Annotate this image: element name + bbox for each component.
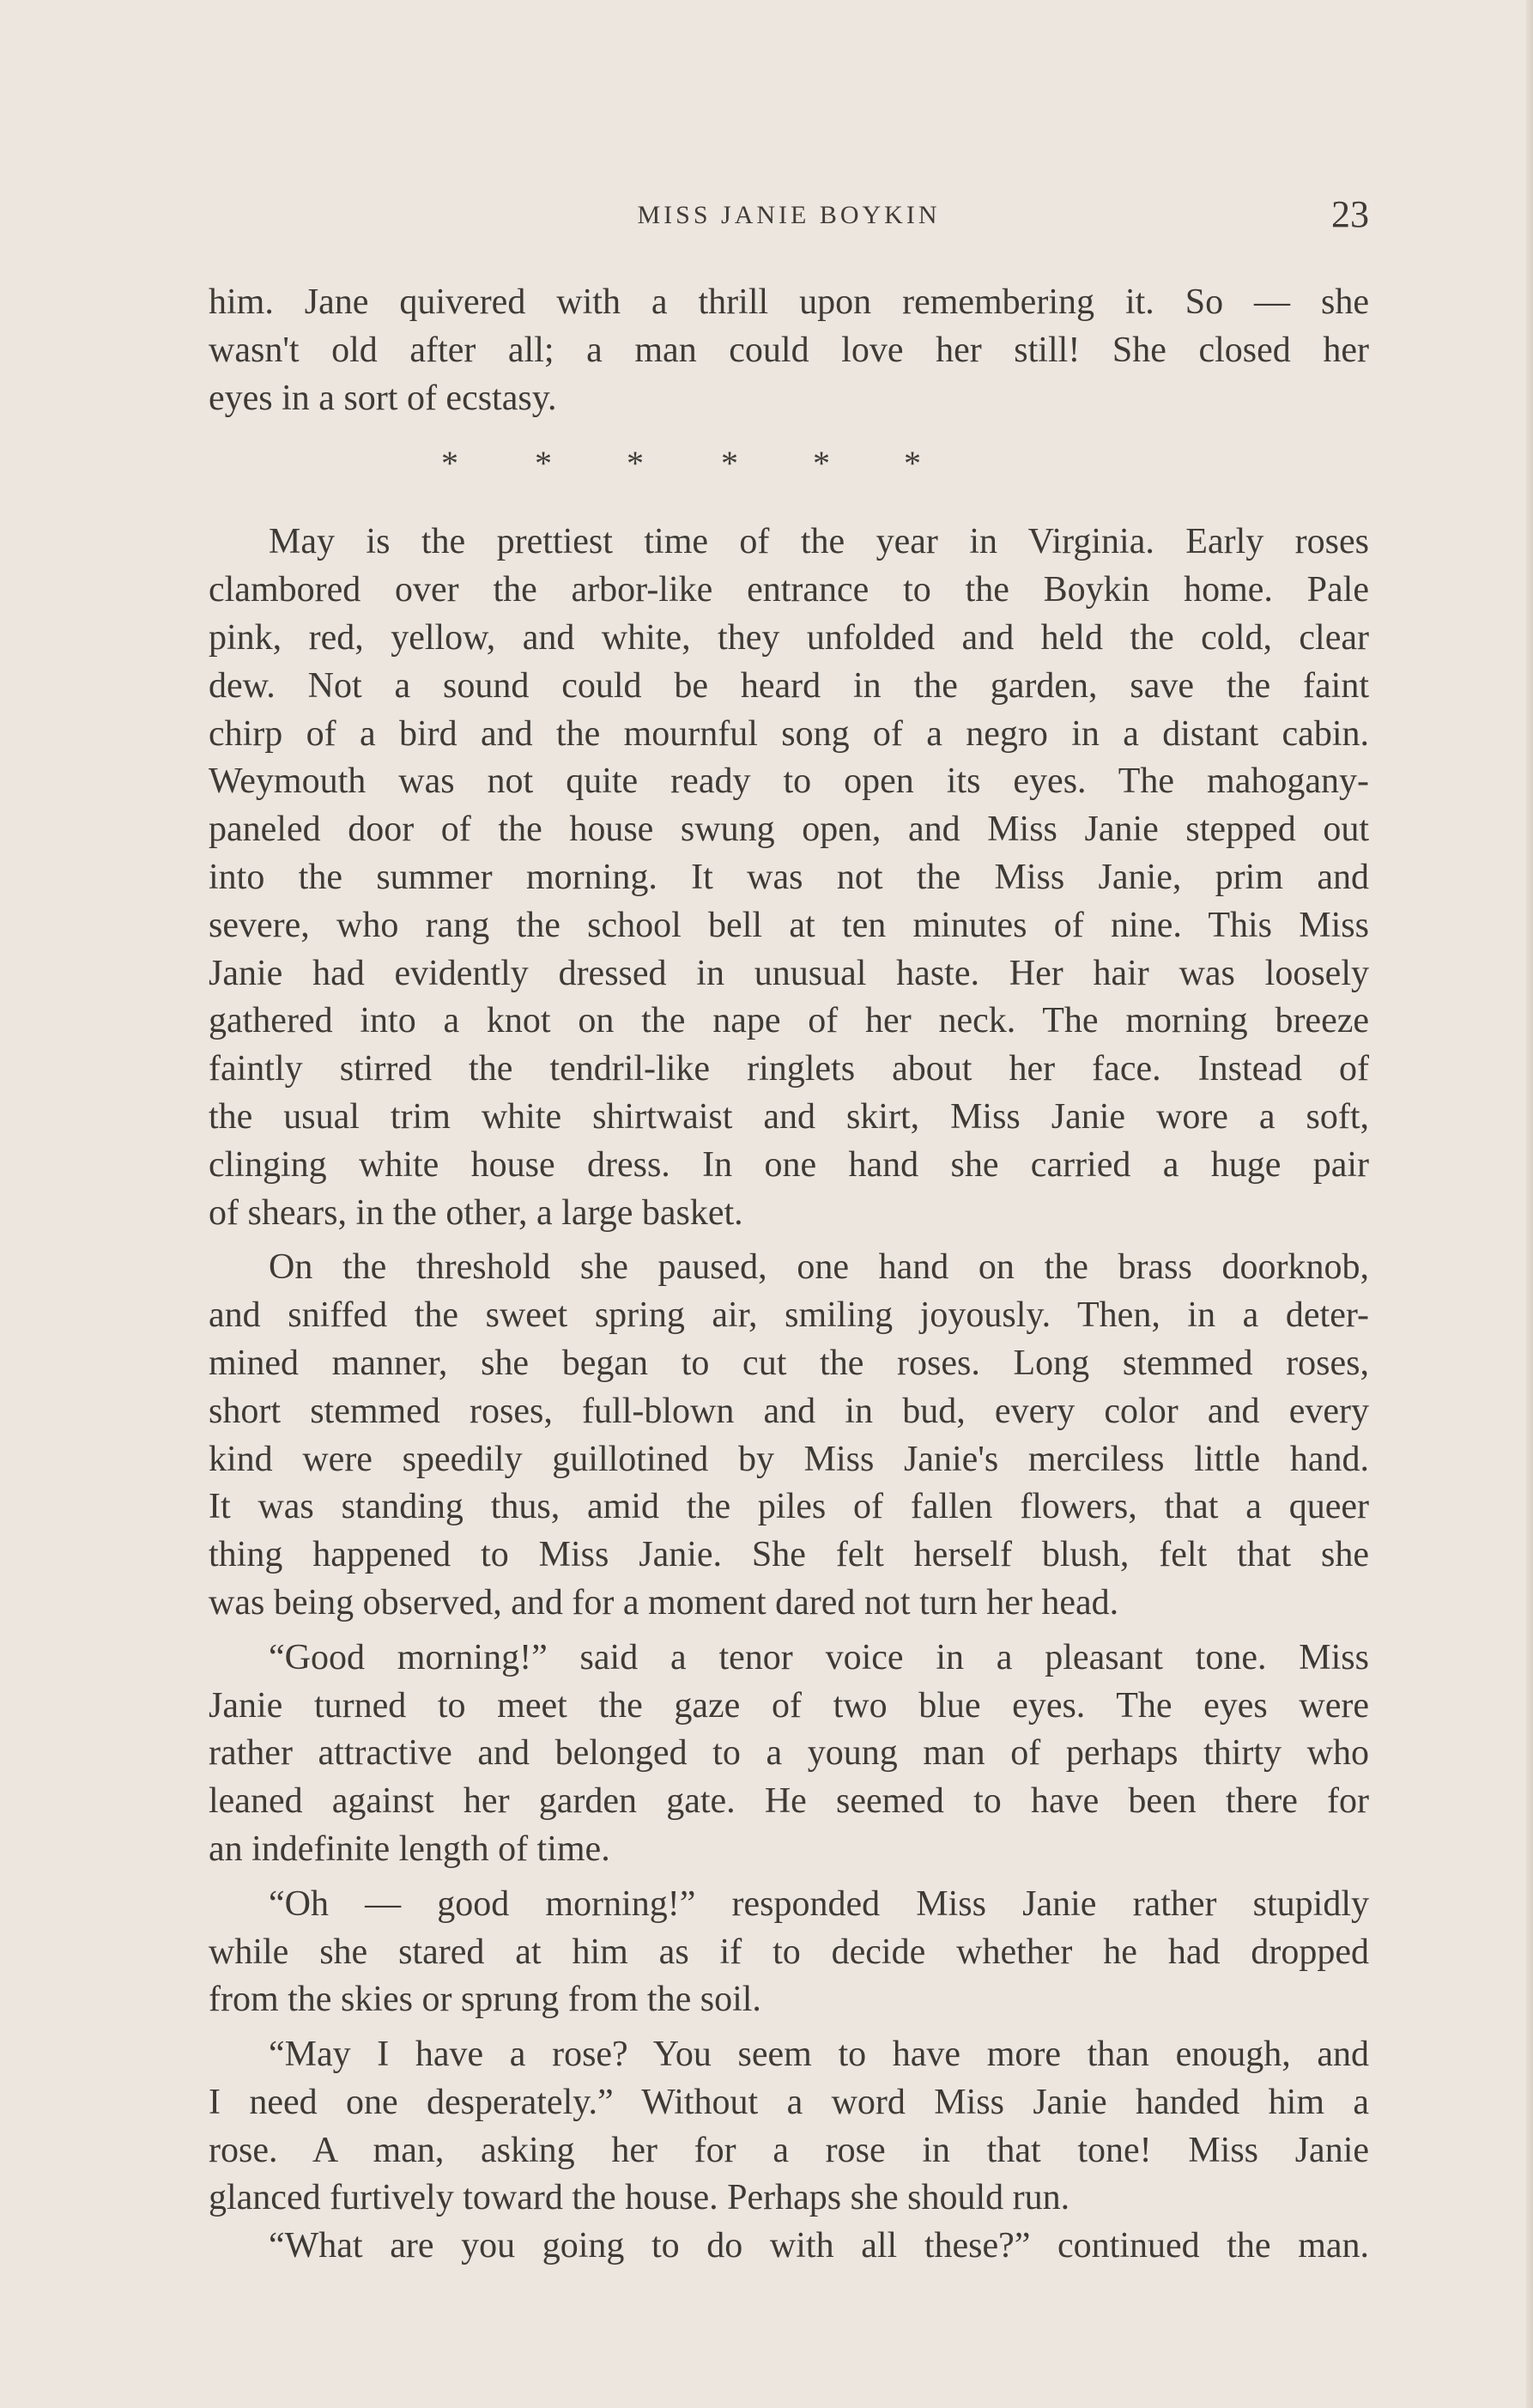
paragraph-6 xyxy=(209,2031,1369,2223)
text-block xyxy=(209,279,1369,2271)
text-line: chirp of a bird and the mournful song of a negro in a distant cabin. xyxy=(209,713,1369,754)
text-line: eyes in a sort of ecstasy. xyxy=(209,378,557,418)
text-line: kind were speedily guillotined by Miss Janie's merciless little hand. xyxy=(209,1439,1369,1479)
paragraph-5 xyxy=(209,1881,1369,2024)
text-line: “Oh — good morning!” responded Miss Janie rather stupidly xyxy=(269,1883,1369,1924)
text-line: “May I have a rose? You seem to have more than enough, and xyxy=(269,2035,1369,2075)
text-line: dew. Not a sound could be heard in the garden, save the faint xyxy=(209,665,1369,706)
text-line: thing happened to Miss Janie. She felt herself blush, felt that she xyxy=(209,1535,1369,1575)
text-line: rose. A man, asking her for a rose in that tone! Miss Janie xyxy=(209,2130,1369,2170)
paragraph-4 xyxy=(209,1635,1369,1874)
asterisk: * xyxy=(627,444,644,483)
paragraph-7 xyxy=(209,2223,1369,2271)
text-line: was being observed, and for a moment dared not turn her head. xyxy=(209,1582,1119,1623)
text-line: Janie turned to meet the gaze of two blue eyes. The eyes were xyxy=(209,1685,1369,1726)
text-line: glanced furtively toward the house. Perhaps she should run. xyxy=(209,2178,1070,2218)
text-line: mined manner, she began to cut the roses. Long stemmed roses, xyxy=(209,1343,1369,1383)
text-line: of shears, in the other, a large basket. xyxy=(209,1192,743,1233)
page-number: 23 xyxy=(1331,193,1369,235)
text-line: and sniffed the sweet spring air, smiling joyously. Then, in a deter- xyxy=(209,1295,1369,1336)
asterisk: * xyxy=(441,444,458,483)
running-title: MISS JANIE BOYKIN xyxy=(637,201,941,229)
text-line: pink, red, yellow, and white, they unfolded and held the cold, clear xyxy=(209,617,1369,658)
text-line: short stemmed roses, full-blown and in bud, every color and every xyxy=(209,1391,1369,1431)
text-line: while she stared at him as if to decide whether he had dropped xyxy=(209,1932,1369,1972)
paragraph-2 xyxy=(209,519,1369,1237)
text-line: the usual trim white shirtwaist and skirt, Miss Janie wore a soft, xyxy=(209,1096,1369,1137)
text-line: paneled door of the house swung open, and Miss Janie stepped out xyxy=(209,810,1369,850)
section-break xyxy=(209,422,1369,519)
text-line: into the summer morning. It was not the Miss Janie, prim and xyxy=(209,857,1369,897)
asterisk: * xyxy=(813,444,830,483)
text-line: clinging white house dress. In one hand she carried a huge pair xyxy=(209,1144,1369,1185)
text-line: I need one desperately.” Without a word Miss Janie handed him a xyxy=(209,2082,1369,2122)
asterisk: * xyxy=(904,444,921,483)
paragraph-3 xyxy=(209,1244,1369,1627)
text-line: Janie had evidently dressed in unusual haste. Her hair was loosely xyxy=(209,953,1369,993)
text-line: rather attractive and belonged to a young man of perhaps thirty who xyxy=(209,1733,1369,1774)
text-line: “Good morning!” said a tenor voice in a pleasant tone. Miss xyxy=(269,1637,1369,1677)
text-line: an indefinite length of time. xyxy=(209,1829,610,1869)
text-line: “What are you going to do with all these?” continued the man. xyxy=(269,2226,1369,2266)
asterisk: * xyxy=(721,444,738,483)
paragraph-1 xyxy=(209,279,1369,422)
text-line: wasn't old after all; a man could love her still! She closed her xyxy=(209,330,1369,370)
text-line: faintly stirred the tendril-like ringlets about her face. Instead of xyxy=(209,1049,1369,1089)
running-head xyxy=(209,193,1369,247)
text-line: clambored over the arbor-like entrance to the Boykin home. Pale xyxy=(209,570,1369,610)
text-line: On the threshold she paused, one hand on the brass doorknob, xyxy=(269,1247,1369,1288)
text-line: from the skies or sprung from the soil. xyxy=(209,1980,761,2020)
text-line: severe, who rang the school bell at ten minutes of nine. This Miss xyxy=(209,905,1369,945)
text-line: him. Jane quivered with a thrill upon remembering it. So — she xyxy=(209,282,1369,322)
text-line: Weymouth was not quite ready to open its eyes. The mahogany- xyxy=(209,761,1369,802)
text-line: gathered into a knot on the nape of her neck. The morning breeze xyxy=(209,1001,1369,1041)
page-edge xyxy=(1526,0,1533,2408)
text-line: It was standing thus, amid the piles of fallen flowers, that a queer xyxy=(209,1487,1369,1527)
asterisk: * xyxy=(535,444,552,483)
text-line: May is the prettiest time of the year in Virginia. Early roses xyxy=(269,522,1369,562)
text-line: leaned against her garden gate. He seemed to have been there for xyxy=(209,1781,1369,1822)
